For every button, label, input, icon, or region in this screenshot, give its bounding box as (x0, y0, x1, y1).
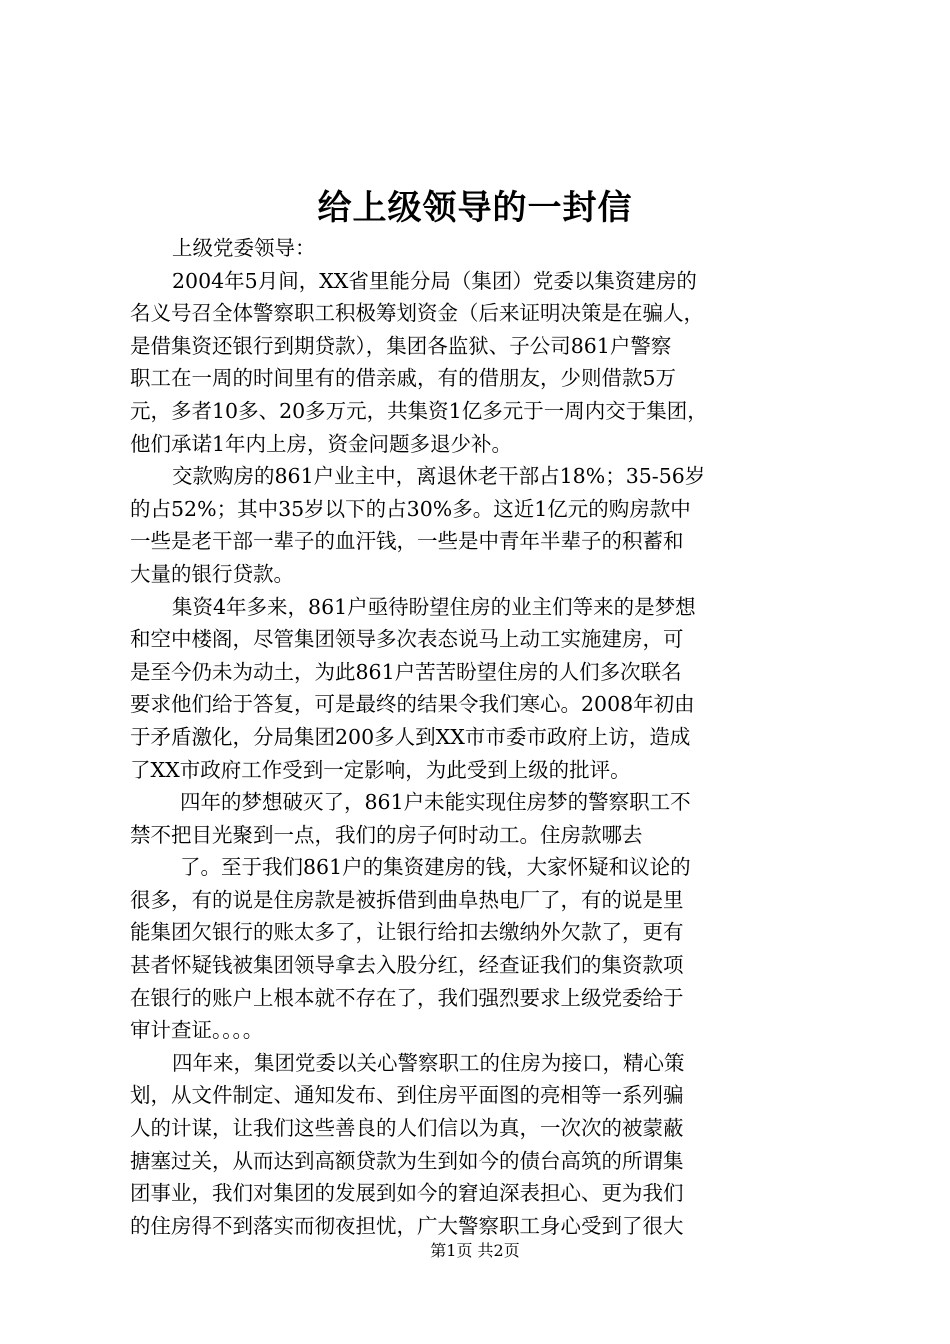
body-line: 能集团欠银行的账太多了，让银行给扣去缴纳外欠款了，更有 (130, 920, 684, 945)
letter-body (130, 232, 828, 1242)
body-line: 很多，有的说是住房款是被拆借到曲阜热电厂了，有的说是里 (130, 887, 684, 912)
body-line: 四年的梦想破灭了，861户未能实现住房梦的警察职工不 (180, 790, 691, 815)
body-line: 甚者怀疑钱被集团领导拿去入股分红，经查证我们的集资款项 (130, 953, 684, 978)
body-line: 了XX市政府工作受到一定影响，为此受到上级的批评。 (130, 757, 631, 782)
body-line: 了。至于我们861户的集资建房的钱，大家怀疑和议论的 (180, 855, 691, 880)
body-line: 审计查证。。。。 (130, 1018, 264, 1043)
body-line: 在银行的账户上根本就不存在了，我们强烈要求上级党委给于 (130, 985, 684, 1010)
body-line: 集资4年多来，861户亟待盼望住房的业主们等来的是梦想 (172, 594, 696, 619)
body-line: 和空中楼阁，尽管集团领导多次表态说马上动工实施建房，可 (130, 627, 684, 652)
document-title: 给上级领导的一封信 (317, 188, 633, 228)
body-line: 大量的银行贷款。 (130, 561, 294, 586)
body-line: 团事业，我们对集团的发展到如今的窘迫深表担心、更为我们 (130, 1181, 684, 1206)
body-line: 是借集资还银行到期贷款），集团各监狱、子公司861户警察 (130, 333, 672, 358)
body-line: 要求他们给于答复，可是最终的结果令我们寒心。2008年初由 (130, 692, 695, 717)
body-line: 交款购房的861户业主中，离退休老干部占18%；35-56岁 (172, 464, 706, 489)
body-line: 2004年5月间，XX省里能分局（集团）党委以集资建房的 (172, 268, 697, 293)
body-line: 名义号召全体警察职工积极筹划资金（后来证明决策是在骗人， (130, 301, 704, 326)
body-line: 元，多者10多、20多万元，共集资1亿多元于一周内交于集团， (130, 398, 708, 423)
body-line: 人的计谋，让我们这些善良的人们信以为真，一次次的被蒙蔽 (130, 1116, 684, 1141)
body-line: 划，从文件制定、通知发布、到住房平面图的亮相等一系列骗 (130, 1083, 684, 1108)
body-line: 的住房得不到落实而彻夜担忧，广大警察职工身心受到了很大 (130, 1213, 684, 1238)
body-line: 他们承诺1年内上房，资金问题多退少补。 (130, 431, 513, 456)
body-line: 于矛盾激化，分局集团200多人到XX市市委市政府上访，造成 (130, 724, 691, 749)
body-line: 四年来，集团党委以关心警察职工的住房为接口，精心策 (172, 1050, 685, 1075)
page-number: 第1页 共2页 (430, 1241, 520, 1260)
body-line: 一些是老干部一辈子的血汗钱，一些是中青年半辈子的积蓄和 (130, 529, 684, 554)
body-line: 搪塞过关，从而达到高额贷款为生到如今的债台高筑的所谓集 (130, 1148, 684, 1173)
body-line: 上级党委领导： (172, 236, 316, 260)
body-line: 职工在一周的时间里有的借亲戚，有的借朋友，少则借款5万 (130, 366, 677, 391)
body-line: 的占52%；其中35岁以下的占30%多。这近1亿元的购房款中 (130, 496, 691, 521)
body-line: 禁不把目光聚到一点，我们的房子何时动工。住房款哪去 (130, 822, 643, 847)
body-line: 是至今仍未为动土，为此861户苦苦盼望住房的人们多次联名 (130, 659, 682, 684)
